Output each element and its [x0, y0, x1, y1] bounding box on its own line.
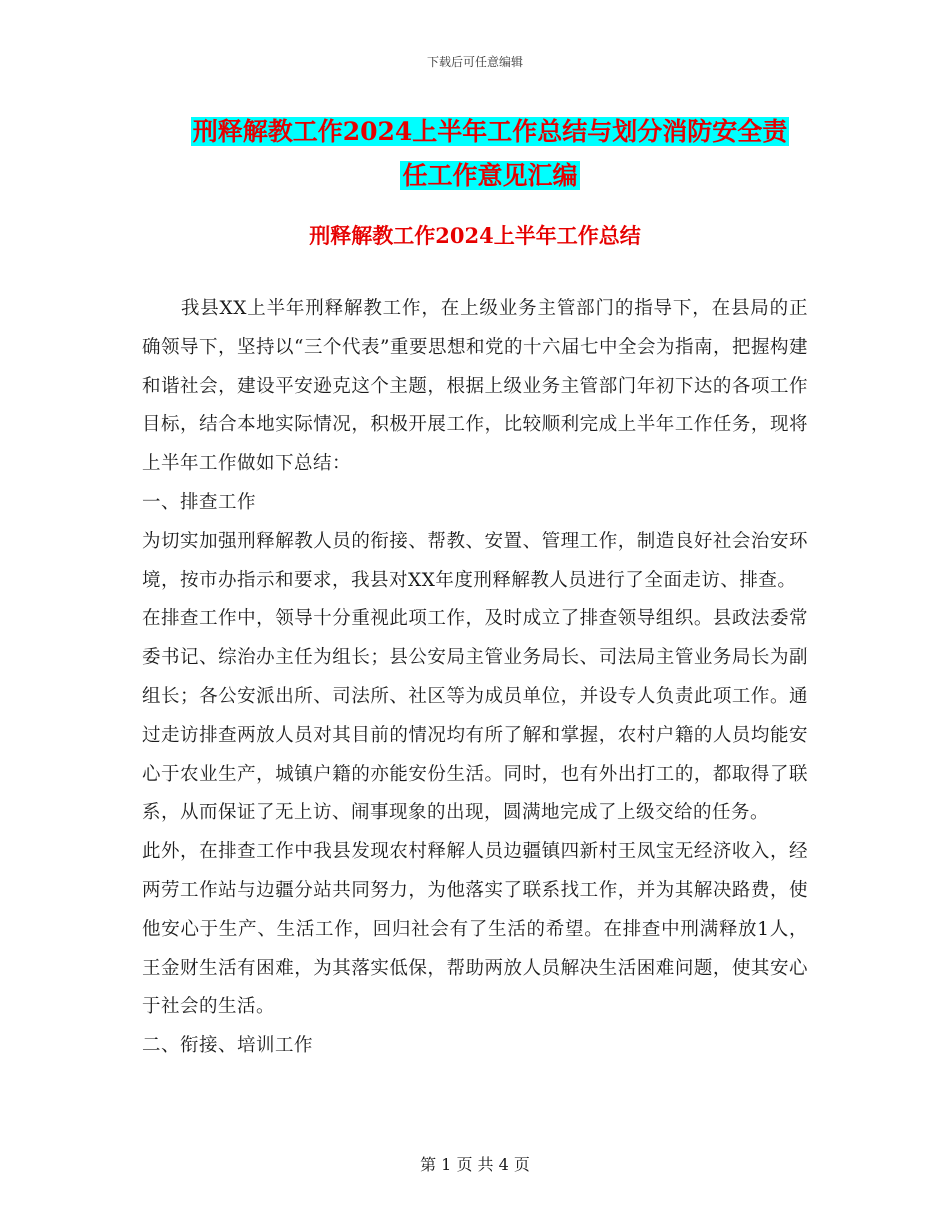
document-title	[140, 110, 840, 198]
section-title: 刑释解教工作2024上半年工作总结	[309, 223, 641, 248]
heading-section-1: 一、排查工作	[142, 491, 257, 513]
page-footer: 第 1 页 共 4 页	[420, 1155, 530, 1174]
header-note: 下载后可任意编辑	[426, 55, 523, 69]
document-title-line-2: 任工作意见汇编	[402, 161, 578, 190]
paragraph: 此外，在排查工作中我县发现农村释解人员边疆镇四新村王凤宝无经济收入，经两劳工作站与边疆分站共同努力，为他落实了联系找工作，并为其解决路费，使他安心于生产、生活工作，回归社会有了生活的希望。在排查中刑满释放1人，王金财生活有困难，为其落实低保，帮助两放人员解决生活困难问题，使其安心于社会的生活。	[142, 841, 808, 1018]
document-title-line-1: 刑释解教工作2024上半年工作总结与划分消防安全责	[192, 117, 788, 146]
document-body	[142, 290, 808, 1066]
heading-section-2: 二、衔接、培训工作	[142, 1035, 314, 1057]
paragraph-intro: 我县XX上半年刑释解教工作，在上级业务主管部门的指导下，在县局的正确领导下，坚持以“三个代表”重要思想和党的十六届七中全会为指南，把握构建和谐社会，建设平安逊克这个主题，根据上级业务主管部门年初下达的各项工作目标，结合本地实际情况，积极开展工作，比较顺利完成上半年工作任务，现将上半年工作做如下总结：	[142, 298, 808, 475]
paragraph: 在排查工作中，领导十分重视此项工作，及时成立了排查领导组织。县政法委常委书记、综治办主任为组长；县公安局主管业务局长、司法局主管业务局长为副组长；各公安派出所、司法所、社区等为成员单位，并设专人负责此项工作。通过走访排查两放人员对其目前的情况均有所了解和掌握，农村户籍的人员均能安心于农业生产，城镇户籍的亦能安份生活。同时，也有外出打工的，都取得了联系，从而保证了无上访、闹事现象的出现，圆满地完成了上级交给的任务。	[142, 608, 808, 824]
paragraph: 为切实加强刑释解教人员的衔接、帮教、安置、管理工作，制造良好社会治安环境，按市办指示和要求，我县对XX年度刑释解教人员进行了全面走访、排查。	[142, 530, 808, 591]
